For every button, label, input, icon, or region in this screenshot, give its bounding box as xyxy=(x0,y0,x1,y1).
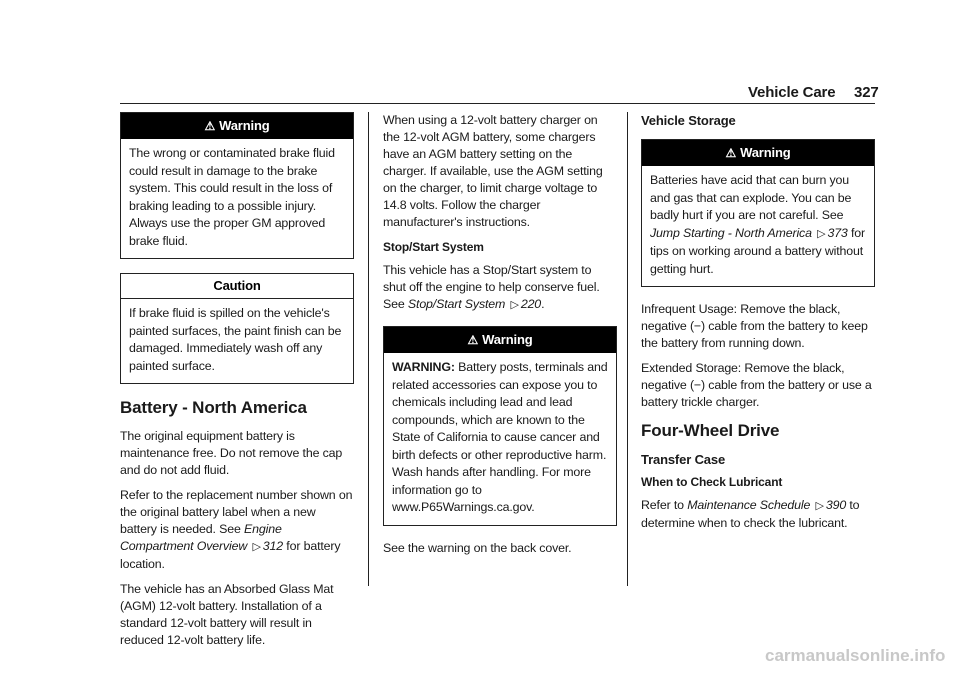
paragraph: The original equipment battery is maintenance free. Do not remove the cap and do not add fluid. xyxy=(120,429,343,477)
caution-text: If brake fluid is spilled on the vehicle's painted surfaces, the paint finish can be damaged. Immediately wash off any painted surface. xyxy=(129,306,342,373)
column-2 xyxy=(383,112,617,565)
warning-text: The wrong or contaminated brake fluid could result in damage to the brake system. This could result in the loss of braking leading to a possible injury. Always use the proper GM approved brake fluid. xyxy=(129,146,335,248)
paragraph-text: This vehicle has a Stop/Start system to shut off the engine to help conserve fuel. See xyxy=(383,263,600,311)
cross-reference-link[interactable]: Jump Starting - North America xyxy=(650,225,812,240)
subsection-heading: Vehicle Storage xyxy=(641,113,736,128)
page-reference-icon: ▷ xyxy=(510,299,519,311)
subsection-heading: Transfer Case xyxy=(641,452,726,467)
cross-reference-page[interactable]: 312 xyxy=(262,539,283,553)
warning-body: Battery posts, terminals and related accessories can expose you to chemicals including lead and lead compounds, which are known to the State of California to cause cancer and birth defects or other reproductive harm. Wash hands after handling. For more information go to www.P65Warnings.ca.gov. xyxy=(392,360,608,514)
column-1 xyxy=(120,112,354,657)
paragraph: Extended Storage: Remove the black, negative (−) cable from the battery or use a battery trickle charger. xyxy=(641,361,872,409)
paragraph-text: Refer to the replacement number shown on the original battery label when a new battery is needed. See xyxy=(120,488,353,536)
cross-reference-link[interactable]: Engine Compartment Overview xyxy=(120,522,282,553)
warning-box xyxy=(383,326,617,526)
warning-box xyxy=(641,139,875,287)
minor-heading: When to Check Lubricant xyxy=(641,475,783,489)
paragraph xyxy=(641,497,875,532)
caution-box-header: Caution xyxy=(121,274,353,299)
section-title: Four-Wheel Drive xyxy=(641,421,780,440)
warning-label: Warning xyxy=(482,332,533,347)
section-title: Battery - North America xyxy=(120,398,307,417)
subsection-heading: Stop/Start System xyxy=(383,240,484,254)
paragraph: This vehicle has a Stop/Start system to shut off the engine to help conserve fuel. See Stop/Start System ▷ 220. xyxy=(383,263,600,311)
column-divider xyxy=(368,112,369,586)
warning-box xyxy=(120,112,354,259)
page-reference-icon: ▷ xyxy=(815,500,824,512)
watermark-logo: carmanualsonline.info xyxy=(765,646,946,665)
paragraph-text: for battery location. xyxy=(120,539,341,571)
warning-text xyxy=(384,353,616,525)
page-number: 327 xyxy=(854,84,879,101)
cross-reference-page[interactable]: 390 xyxy=(825,498,847,512)
warning-body: Batteries have acid that can burn you and gas that can explode. You can be badly hurt if you are not careful. See xyxy=(650,173,852,222)
cross-reference-link[interactable]: Maintenance Schedule xyxy=(687,498,811,512)
column-3 xyxy=(641,112,875,540)
warning-text xyxy=(642,166,874,286)
warning-box-header xyxy=(642,140,874,166)
paragraph: When using a 12-volt battery charger on the 12-volt AGM battery, some chargers have an AGM battery setting on the charger. If available, use the AGM setting on the charger, to limit charge voltage to 14.8 volts. Follow the charger manufacturer's instructions. xyxy=(383,113,603,229)
warning-label: Warning xyxy=(219,118,270,133)
column-divider xyxy=(627,112,628,586)
cross-reference-page[interactable]: 220 xyxy=(520,297,542,311)
cross-reference-page[interactable]: 373 xyxy=(827,225,848,240)
warning-triangle-icon: ⚠ xyxy=(204,119,216,133)
cross-reference-link[interactable]: Stop/Start System xyxy=(407,297,506,311)
page-reference-icon: ▷ xyxy=(252,541,261,553)
paragraph-text: Refer to xyxy=(641,498,684,512)
warning-body: for tips on working around a battery without getting hurt. xyxy=(650,225,865,276)
warning-triangle-icon: ⚠ xyxy=(467,333,479,347)
paragraph xyxy=(120,487,354,573)
warning-triangle-icon: ⚠ xyxy=(725,146,737,160)
header-divider xyxy=(120,103,875,104)
running-header-title: Vehicle Care xyxy=(748,84,836,101)
paragraph-text: to determine when to check the lubricant. xyxy=(641,498,860,530)
warning-box-header xyxy=(121,113,353,139)
caution-box xyxy=(120,273,354,384)
paragraph: Infrequent Usage: Remove the black, negative (−) cable from the battery to keep the battery from running down. xyxy=(641,302,868,350)
warning-prefix: WARNING: xyxy=(392,360,455,374)
warning-label: Warning xyxy=(740,145,791,160)
paragraph: See the warning on the back cover. xyxy=(383,540,572,555)
page-reference-icon: ▷ xyxy=(817,227,826,240)
paragraph: The vehicle has an Absorbed Glass Mat (AGM) 12-volt battery. Installation of a standard 12-volt battery will result in reduced 12-volt battery life. xyxy=(120,582,334,647)
warning-box-header xyxy=(384,327,616,353)
